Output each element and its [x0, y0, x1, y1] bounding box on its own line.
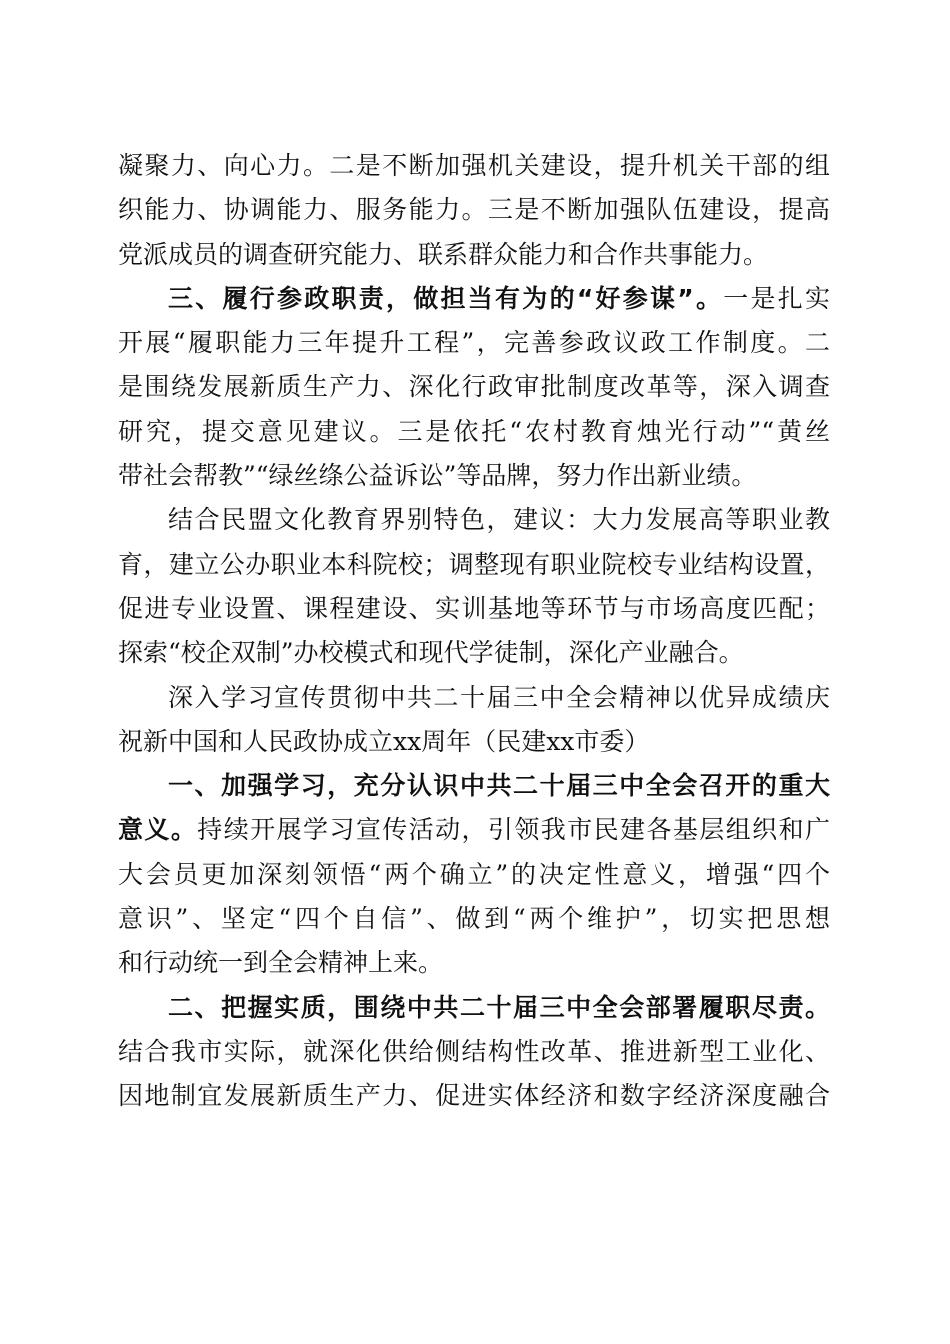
text-line: 开展“履职能力三年提升工程”，完善参政议政工作制度。二 — [118, 328, 830, 358]
paragraph-5 — [118, 764, 830, 985]
text-line: 意识”、坚定“四个自信”、做到“两个维护”，切实把思想 — [118, 904, 830, 934]
text-line: 深入学习宣传贯彻中共二十届三中全会精神以优异成绩庆 — [168, 682, 830, 712]
section-heading: 三、履行参政职责，做担当有为的“好参谋”。 — [168, 283, 724, 313]
section-heading: 二、把握实质，围绕中共二十届三中全会部署履职尽责。 — [168, 992, 830, 1022]
section-heading: 一、加强学习，充分认识中共二十届三中全会召开的重大 — [168, 771, 830, 801]
article-title — [118, 676, 830, 765]
text-line — [118, 277, 830, 321]
text-line: 和行动统一到全会精神上来。 — [118, 948, 444, 978]
section-heading-end: 意义。 — [118, 815, 198, 845]
text-line: 促进专业设置、课程建设、实训基地等环节与市场高度匹配； — [118, 593, 830, 623]
text-line: 育，建立公办职业本科院校；调整现有职业院校专业结构设置， — [118, 549, 830, 579]
text-line: 党派成员的调查研究能力、联系群众能力和合作共事能力。 — [118, 239, 769, 269]
paragraph-2 — [118, 277, 830, 498]
paragraph-6 — [118, 986, 830, 1119]
paragraph-3 — [118, 498, 830, 675]
paragraph-1 — [118, 144, 830, 277]
text-line: 结合民盟文化教育界别特色，建议：大力发展高等职业教 — [168, 505, 830, 535]
text-line: 带社会帮教”“绿丝绦公益诉讼”等品牌，努力作出新业绩。 — [118, 461, 757, 491]
text-line: 是围绕发展新质生产力、深化行政审批制度改革等，深入调查 — [118, 372, 830, 402]
heading-rest-text: 一是扎实 — [723, 283, 830, 313]
text-line: 祝新中国和人民政协成立xx周年（民建xx市委） — [118, 726, 650, 756]
text-line: 结合我市实际，就深化供给侧结构性改革、推进新型工业化、 — [118, 1036, 830, 1066]
heading-rest-text: 持续开展学习宣传活动，引领我市民建各基层组织和广 — [197, 815, 830, 845]
document-body — [118, 144, 830, 1119]
text-line: 大会员更加深刻领悟“两个确立”的决定性意义，增强“四个 — [118, 859, 830, 889]
text-line — [118, 808, 830, 852]
text-line: 织能力、协调能力、服务能力。三是不断加强队伍建设，提高 — [118, 195, 830, 225]
text-line: 因地制宜发展新质生产力、促进实体经济和数字经济深度融合 — [118, 1081, 830, 1111]
text-line: 凝聚力、向心力。二是不断加强机关建设，提升机关干部的组 — [118, 151, 830, 180]
text-line: 研究，提交意见建议。三是依托“农村教育烛光行动”“黄丝 — [118, 416, 830, 446]
text-line: 探索“校企双制”办校模式和现代学徒制，深化产业融合。 — [118, 638, 744, 668]
